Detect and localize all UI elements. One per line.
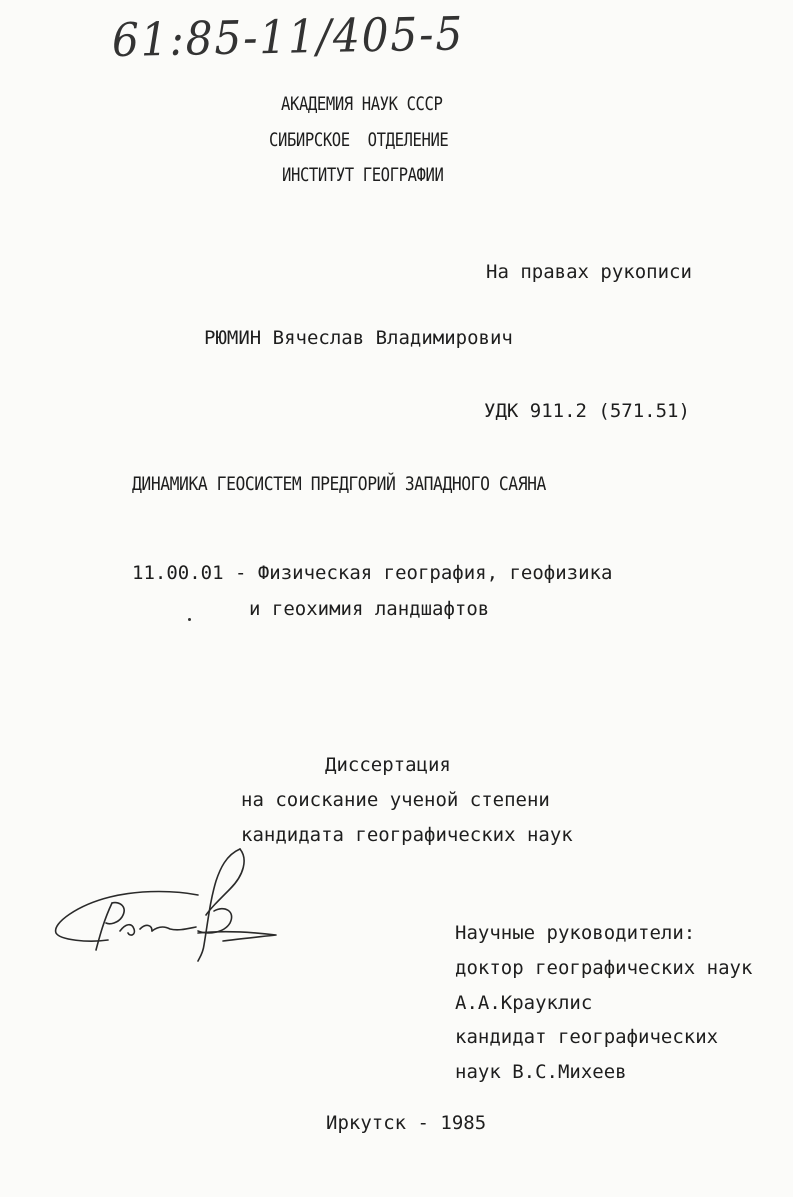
archive-code-handwritten: 61:85-11/405-5 [111,6,465,67]
supervisor2-degree: кандидат географических [455,1026,719,1048]
place-and-year: Иркутск - 1985 [326,1112,487,1134]
degree-line2: кандидата географических наук [241,824,573,846]
supervisor2-name: наук В.С.Михеев [455,1061,627,1083]
author-signature [48,845,283,965]
header-academy: АКАДЕМИЯ НАУК СССР [281,93,443,115]
degree-line1: на соискание ученой степени [241,789,550,811]
supervisors-heading: Научные руководители: [455,922,696,944]
supervisor1-degree: доктор географических наук [455,957,753,979]
rights-notice: На правах рукописи [486,261,692,283]
dissertation-label: Диссертация [325,754,451,776]
author-name: РЮМИН Вячеслав Владимирович [204,327,513,349]
header-institute: ИНСТИТУТ ГЕОГРАФИИ [282,164,444,186]
header-branch: СИБИРСКОЕ ОТДЕЛЕНИЕ [269,129,449,151]
specialty-line2: и геохимия ландшафтов [249,598,490,620]
dissertation-title: ДИНАМИКА ГЕОСИСТЕМ ПРЕДГОРИЙ ЗАПАДНОГО САЯНА [132,473,546,495]
udc-code: УДК 911.2 (571.51) [484,400,690,422]
specialty-line1: 11.00.01 - Физическая география, геофизика [132,562,613,584]
paper-speck [188,618,191,621]
supervisor1-name: А.А.Крауклис [455,992,593,1014]
